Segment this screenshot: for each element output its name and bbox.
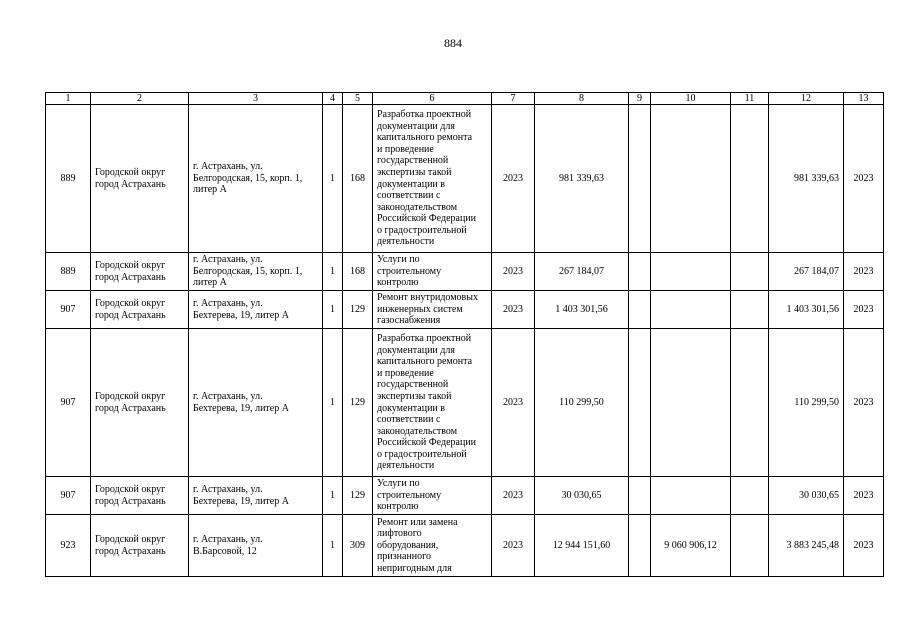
- cell-line: Разработка проектной: [377, 108, 472, 120]
- cell-code: 129: [343, 329, 373, 477]
- cell-work-type: [373, 515, 492, 577]
- cell-line: Российской Федерации: [377, 213, 477, 225]
- cell-address: [189, 329, 323, 477]
- cell-line: экспертизы такой: [377, 390, 452, 402]
- column-header-4: 4: [323, 93, 343, 105]
- cell-line: законодательством: [377, 425, 458, 437]
- cell-count: 1: [323, 105, 343, 253]
- cell-col-9: [629, 329, 651, 477]
- cell-line: законодательством: [377, 201, 458, 213]
- cell-line: признанного: [377, 551, 431, 563]
- cell-code: 129: [343, 477, 373, 515]
- cell-col-9: [629, 515, 651, 577]
- cell-line: литер А: [193, 277, 227, 289]
- cell-line: Городской округ: [95, 259, 166, 271]
- column-header-7: 7: [492, 93, 535, 105]
- cell-line: г. Астрахань, ул.: [193, 161, 263, 173]
- cell-total-cost: 12 944 151,60: [535, 515, 629, 577]
- cell-line: Белгородская, 15, корп. 1,: [193, 172, 303, 184]
- cell-col-12: 981 339,63: [769, 105, 844, 253]
- cell-total-cost: 1 403 301,56: [535, 291, 629, 329]
- cell-end-year: 2023: [844, 477, 884, 515]
- cell-col-9: [629, 477, 651, 515]
- cell-row-number: 907: [46, 477, 91, 515]
- cell-municipality: [91, 477, 189, 515]
- cell-line: документации для: [377, 344, 455, 356]
- cell-line: инженерных систем: [377, 303, 463, 315]
- cell-line: Бехтерева, 19, литер А: [193, 402, 289, 414]
- cell-code: 168: [343, 105, 373, 253]
- cell-end-year: 2023: [844, 515, 884, 577]
- cell-line: город Астрахань: [95, 309, 166, 321]
- cell-col-9: [629, 105, 651, 253]
- cell-line: Услуги по: [377, 478, 420, 490]
- cell-line: Разработка проектной: [377, 332, 472, 344]
- cell-line: г. Астрахань, ул.: [193, 533, 263, 545]
- cell-year: 2023: [492, 105, 535, 253]
- cell-year: 2023: [492, 253, 535, 291]
- cell-code: 168: [343, 253, 373, 291]
- cell-work-type: [373, 477, 492, 515]
- cell-municipality: [91, 329, 189, 477]
- cell-end-year: 2023: [844, 291, 884, 329]
- cell-line: строительному: [377, 489, 442, 501]
- cell-address: [189, 105, 323, 253]
- cell-line: документации для: [377, 120, 455, 132]
- cell-year: 2023: [492, 291, 535, 329]
- table-row: [46, 329, 884, 477]
- cell-address: [189, 477, 323, 515]
- cell-line: г. Астрахань, ул.: [193, 390, 263, 402]
- cell-col-11: [731, 253, 769, 291]
- cell-col-11: [731, 291, 769, 329]
- works-table: [45, 92, 884, 577]
- cell-line: г. Астрахань, ул.: [193, 483, 263, 495]
- table-row: [46, 253, 884, 291]
- cell-line: контролю: [377, 501, 419, 513]
- cell-count: 1: [323, 477, 343, 515]
- cell-row-number: 907: [46, 329, 91, 477]
- cell-year: 2023: [492, 477, 535, 515]
- column-header-13: 13: [844, 93, 884, 105]
- cell-municipality: [91, 515, 189, 577]
- cell-col-9: [629, 291, 651, 329]
- cell-col-10: [651, 329, 731, 477]
- cell-line: капитального ремонта: [377, 356, 473, 368]
- table-row: [46, 477, 884, 515]
- cell-work-type: [373, 291, 492, 329]
- cell-line: деятельности: [377, 236, 435, 248]
- column-header-2: 2: [91, 93, 189, 105]
- cell-total-cost: 30 030,65: [535, 477, 629, 515]
- cell-line: Бехтерева, 19, литер А: [193, 495, 289, 507]
- cell-line: В.Барсовой, 12: [193, 545, 257, 557]
- table-row: [46, 105, 884, 253]
- cell-line: Городской округ: [95, 166, 166, 178]
- cell-year: 2023: [492, 329, 535, 477]
- cell-line: соответствии с: [377, 190, 441, 202]
- cell-row-number: 889: [46, 253, 91, 291]
- cell-row-number: 923: [46, 515, 91, 577]
- cell-end-year: 2023: [844, 105, 884, 253]
- cell-work-type: [373, 253, 492, 291]
- cell-col-11: [731, 105, 769, 253]
- page-number: 884: [444, 36, 462, 50]
- cell-count: 1: [323, 253, 343, 291]
- cell-col-10: 9 060 906,12: [651, 515, 731, 577]
- cell-line: оборудования,: [377, 539, 439, 551]
- cell-line: Российской Федерации: [377, 437, 477, 449]
- cell-row-number: 907: [46, 291, 91, 329]
- cell-line: государственной: [377, 155, 449, 167]
- cell-line: Городской округ: [95, 390, 166, 402]
- cell-row-number: 889: [46, 105, 91, 253]
- cell-col-12: 1 403 301,56: [769, 291, 844, 329]
- cell-line: г. Астрахань, ул.: [193, 254, 263, 266]
- cell-col-10: [651, 105, 731, 253]
- cell-line: о градостроительной: [377, 448, 467, 460]
- column-header-9: 9: [629, 93, 651, 105]
- cell-work-type: [373, 329, 492, 477]
- cell-line: Белгородская, 15, корп. 1,: [193, 265, 303, 277]
- cell-line: Городской округ: [95, 483, 166, 495]
- cell-count: 1: [323, 329, 343, 477]
- cell-line: непригодным для: [377, 562, 452, 574]
- cell-line: Услуги по: [377, 254, 420, 266]
- cell-total-cost: 267 184,07: [535, 253, 629, 291]
- cell-year: 2023: [492, 515, 535, 577]
- cell-address: [189, 253, 323, 291]
- cell-line: о градостроительной: [377, 224, 467, 236]
- cell-line: город Астрахань: [95, 495, 166, 507]
- cell-line: строительному: [377, 265, 442, 277]
- cell-line: Городской округ: [95, 533, 166, 545]
- cell-address: [189, 291, 323, 329]
- cell-col-12: 3 883 245,48: [769, 515, 844, 577]
- cell-line: город Астрахань: [95, 271, 166, 283]
- table-row: [46, 291, 884, 329]
- cell-line: город Астрахань: [95, 178, 166, 190]
- cell-col-9: [629, 253, 651, 291]
- cell-end-year: 2023: [844, 329, 884, 477]
- header-row: [46, 93, 884, 105]
- column-header-11: 11: [731, 93, 769, 105]
- cell-col-10: [651, 253, 731, 291]
- cell-line: город Астрахань: [95, 402, 166, 414]
- cell-count: 1: [323, 291, 343, 329]
- cell-line: и проведение: [377, 143, 434, 155]
- cell-municipality: [91, 291, 189, 329]
- cell-line: г. Астрахань, ул.: [193, 297, 263, 309]
- column-header-5: 5: [343, 93, 373, 105]
- cell-line: город Астрахань: [95, 545, 166, 557]
- cell-line: Ремонт или замена: [377, 516, 458, 528]
- cell-line: экспертизы такой: [377, 166, 452, 178]
- cell-line: государственной: [377, 379, 449, 391]
- column-header-12: 12: [769, 93, 844, 105]
- cell-line: и проведение: [377, 367, 434, 379]
- column-header-10: 10: [651, 93, 731, 105]
- cell-line: контролю: [377, 277, 419, 289]
- cell-col-10: [651, 477, 731, 515]
- cell-municipality: [91, 105, 189, 253]
- cell-line: лифтового: [377, 528, 422, 540]
- cell-col-11: [731, 477, 769, 515]
- cell-code: 309: [343, 515, 373, 577]
- cell-count: 1: [323, 515, 343, 577]
- cell-line: документации в: [377, 178, 445, 190]
- cell-municipality: [91, 253, 189, 291]
- cell-code: 129: [343, 291, 373, 329]
- column-header-8: 8: [535, 93, 629, 105]
- cell-line: литер А: [193, 184, 227, 196]
- column-header-6: 6: [373, 93, 492, 105]
- cell-col-10: [651, 291, 731, 329]
- cell-line: Городской округ: [95, 297, 166, 309]
- cell-work-type: [373, 105, 492, 253]
- cell-line: Бехтерева, 19, литер А: [193, 309, 289, 321]
- cell-line: газоснабжения: [377, 315, 441, 327]
- cell-line: соответствии с: [377, 414, 441, 426]
- cell-col-12: 30 030,65: [769, 477, 844, 515]
- table-body: [46, 105, 884, 577]
- cell-col-12: 110 299,50: [769, 329, 844, 477]
- cell-line: деятельности: [377, 460, 435, 472]
- cell-address: [189, 515, 323, 577]
- cell-total-cost: 981 339,63: [535, 105, 629, 253]
- table-row: [46, 515, 884, 577]
- cell-line: Ремонт внутридомовых: [377, 292, 479, 304]
- cell-end-year: 2023: [844, 253, 884, 291]
- cell-col-11: [731, 515, 769, 577]
- cell-total-cost: 110 299,50: [535, 329, 629, 477]
- column-header-1: 1: [46, 93, 91, 105]
- column-header-3: 3: [189, 93, 323, 105]
- cell-col-12: 267 184,07: [769, 253, 844, 291]
- cell-line: документации в: [377, 402, 445, 414]
- cell-col-11: [731, 329, 769, 477]
- cell-line: капитального ремонта: [377, 132, 473, 144]
